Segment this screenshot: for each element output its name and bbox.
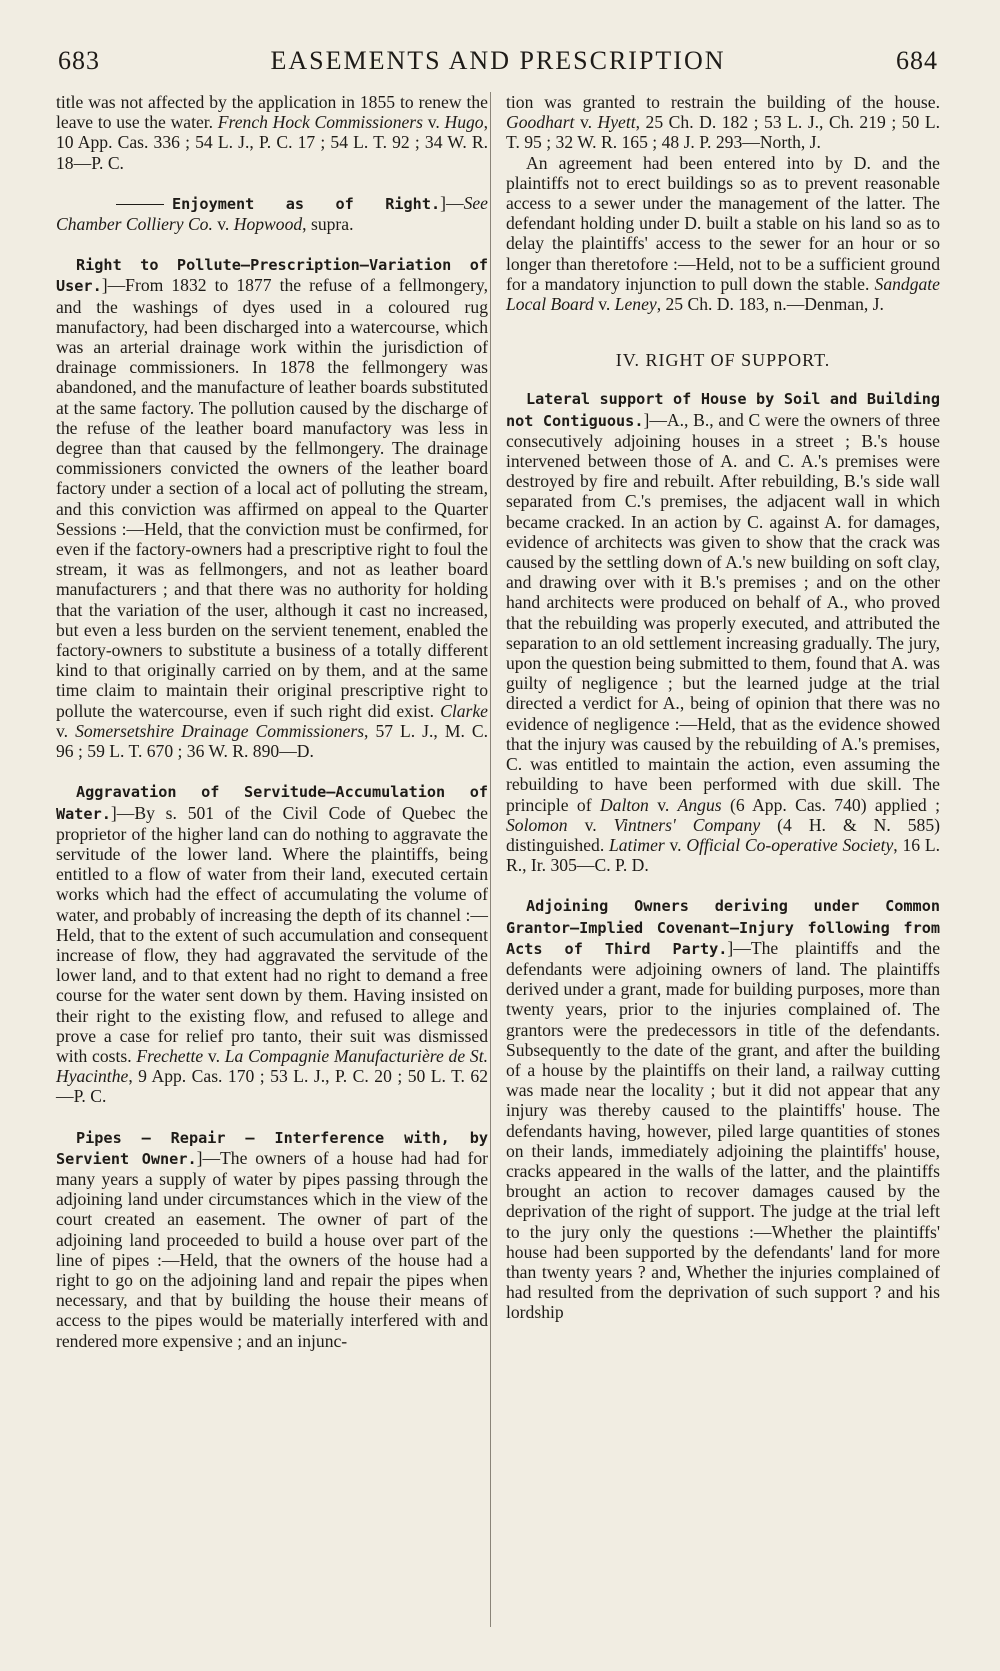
paragraph-text: ]—The owners of a house had had for many years a supply of water by pipes passing through the adjoining land under circumstances which in the view of the court created an easement. The owner of part of the adjoining land proceeded to build a house over part of the line of pipes :—Held, that the owners of the house had a right to go on the adjoining land and repair the pipes when necessary, and that by building the house their means of access to the pipes would be materially interfered with and rendered more expensive ; and an injunc- (56, 1147, 488, 1351)
case-name: Hugo (444, 112, 484, 133)
paragraph-left-3 (56, 254, 488, 761)
case-name: Hyett (597, 112, 636, 133)
section-heading: IV. RIGHT OF SUPPORT. (615, 350, 831, 371)
left-column (56, 92, 488, 1371)
case-name: Official Co-operative Society (686, 834, 894, 855)
paragraph-heading: Enjoyment as of Right. (172, 194, 441, 213)
citation-text: , 25 Ch. D. 183, n.—Denman, J. (656, 294, 884, 315)
citation-text: , 9 App. Cas. 170 ; 53 L. J., P. C. 20 ; 50 L. T. 62—P. C. (56, 1066, 488, 1107)
paragraph-text: (6 App. Cas. 740) applied ; (721, 794, 940, 815)
case-name: Goodhart (506, 112, 575, 133)
paragraph-text: ]— (440, 192, 464, 213)
paragraph-right-2 (506, 153, 940, 315)
paragraph-text: (4 H. & N. 585) distinguished. (506, 814, 940, 855)
paragraph-text: ]—By s. 501 of the Civil Code of Quebec the proprietor of the higher land can do nothing to aggravate the servitude of the lower land. Where the plaintiffs, being entitled to a flow of water from their land, executed certain works which had the effect of accumulating the volume of water, and probably of increasing the depth of its channel :—Held, that to the extent of such accumulation and consequent increase of flow, they had aggravated the servitude of the lower land, and to that extent had no right to demand a free course for the water sent down by them. Having insisted on their right to the existing flow, and refused to allege and prove a case for relief pro tanto, their suit was dismissed with costs. (56, 802, 488, 1066)
paragraph-heading: Right to Pollute—Prescription—Variation of User. (56, 256, 488, 296)
case-name: Hopwood (233, 214, 303, 235)
case-name: La Compagnie Manufacturière de St. Hyacinthe (56, 1045, 488, 1087)
paragraph-text: v. (648, 794, 678, 815)
paragraph-text: v. (664, 834, 687, 855)
case-name: Frechette (136, 1045, 204, 1066)
case-name: See Chamber Colliery Co. (56, 192, 488, 235)
citation-text: , 16 L. R., Ir. 305—C. P. D. (506, 834, 940, 876)
page-number-right: 684 (896, 46, 938, 75)
citation-text: , 57 L. J., M. C. 96 ; 59 L. T. 670 ; 36 W. R. 890—D. (56, 720, 489, 762)
paragraph-heading: Lateral support of House by Soil and Building not Contiguous. (506, 390, 940, 430)
paragraph-right-4 (506, 895, 940, 1322)
running-title: EASEMENTS AND PRESCRIPTION (270, 46, 726, 75)
paragraph-text: v. (212, 214, 234, 235)
paragraph-left-5 (56, 1127, 488, 1351)
case-name: Somersetshire Drainage Commissioners (75, 720, 365, 741)
case-name: French Hock Commissioners (217, 112, 423, 133)
paragraph-text: v. (56, 720, 76, 741)
paragraph-text: v. (423, 112, 445, 133)
paragraph-heading: Pipes — Repair — Interference with, by Servient Owner. (56, 1128, 488, 1168)
case-name: Clarke (440, 700, 488, 721)
paragraph-text: v. (203, 1045, 225, 1066)
paragraph-left-1 (56, 92, 488, 173)
case-name: Solomon (506, 814, 568, 835)
column-divider (490, 92, 491, 1627)
paragraph-text: tion was granted to restrain the building of the house. (506, 92, 940, 112)
case-name: Vintners' Company (613, 814, 761, 835)
ditto-dash (116, 204, 164, 205)
paragraph-left-2 (56, 193, 488, 234)
case-name: Angus (677, 794, 722, 815)
paragraph-right-3 (506, 388, 940, 875)
right-column (506, 92, 940, 1343)
paragraph-left-4 (56, 781, 488, 1106)
paragraph-text: v. (574, 112, 598, 133)
paragraph-heading: Aggravation of Servitude—Accumulation of Water. (56, 783, 488, 823)
citation-text: , 25 Ch. D. 182 ; 53 L. J., Ch. 219 ; 50 L. T. 95 ; 32 W. R. 165 ; 48 J. P. 293—North, J. (506, 112, 940, 153)
case-name: Latimer (609, 834, 665, 855)
paragraph-text: title was not affected by the application in 1855 to renew the leave to use the water. (56, 92, 488, 133)
page-number-left: 683 (58, 46, 100, 75)
running-header (58, 46, 938, 82)
case-name: Leney (614, 294, 657, 315)
paragraph-right-1 (506, 92, 940, 153)
case-name: Dalton (599, 794, 649, 815)
paragraph-text: ]—The plaintiffs and the defendants were adjoining owners of land. The plaintiffs derived under a grant, made for building purposes, more than twenty years, prior to the injuries complained of. The grantors were the predecessors in title of the defendants. Subsequently to the date of the grant, and after the building of a house by the plaintiffs on their land, a railway cutting was made near the locality ; but it did not appear that any injury was thereby caused to the plaintiffs' house. The defendants having, however, piled large quantities of stones on their lands, immediately adjoining the plaintiffs' house, cracks appeared in the walls of the latter, and the plaintiffs brought an action to recover damages caused by the deprivation of the right of support. The judge at the trial left to the jury only the questions :—Whether the plaintiffs' house had been supported by the defendants' land for more than twenty years ? and, Whether the injuries complained of had resulted from the deprivation of such support ? and his lordship (506, 937, 940, 1323)
paragraph-text: An agreement had been entered into by D. and the plaintiffs not to erect buildings so as to prevent reasonable access to a sewer under the management of the latter. The defendant holding under D. built a stable on his land so as to delay the plaintiffs' access to the sewer for an hour or so longer than theretofore :—Held, not to be a sufficient ground for a mandatory injunction to pull down the stable. (506, 152, 940, 294)
paragraph-text: ]—A., B., and C were the owners of three consecutively adjoining houses in a street ; B.'s house intervened between those of A. and C. A.'s premises were destroyed by fire and rebuilt. After rebuilding, B.'s side wall separated from C.'s premises, the adjacent wall in which became cracked. In an action by C. against A. for damages, evidence of architects was given to show that the crack was caused by the settling down of A.'s new building on soft clay, and drawing over with it B.'s premises ; and on the other hand architects were produced on behalf of A., who proved that the rebuilding was properly executed, and attributed the separation to an old settlement increasing gradually. The jury, upon the question being submitted to them, found that A. was guilty of negligence ; but the learned judge at the trial directed a verdict for A., being of opinion that there was no evidence of negligence :—Held, that as the evidence showed that the injury was caused by the rebuilding of A.'s premises, C. was entitled to maintain the action, even assuming the rebuilding to have been performed with due skill. The principle of (506, 409, 941, 815)
paragraph-text: , supra. (302, 214, 354, 235)
paragraph-text: ]—From 1832 to 1877 the refuse of a fellmongery, and the washings of dyes used in a coloured rug manufactory, had been discharged into a watercourse, which was an arterial drainage work within the jurisdiction of drainage commissioners. In 1878 the fellmongery was abandoned, and the manufacture of leather boards substituted at the same factory. The pollution caused by the discharge of the refuse of the leather board manufactory was less in degree than that caused by the fellmongery. The drainage commissioners convicted the owners of the leather board factory under a section of a local act of polluting the stream, and this conviction was affirmed on appeal to the Quarter Sessions :—Held, that the conviction must be confirmed, for even if the factory-owners had a prescriptive right to foul the stream, it was as fellmongers, and not as leather board manufacturers ; and that there was no authority for holding that the variation of the user, although it cast no increased, but even a less burden on the servient tenement, enabled the factory-owners to substitute a business of a totally different kind to that originally carried on by them, and at the same time claim to maintain their original prescriptive right to pollute the watercourse, even if such right did exist. (56, 275, 488, 721)
citation-text: , 10 App. Cas. 336 ; 54 L. J., P. C. 17 ; 54 L. T. 92 ; 34 W. R. 18—P. C. (56, 112, 488, 173)
paragraph-heading: Adjoining Owners deriving under Common Grantor—Implied Covenant—Injury following from Acts of Third Party. (506, 897, 940, 958)
paragraph-text: v. (567, 814, 614, 835)
paragraph-text: v. (593, 294, 615, 315)
case-name: Sandgate Local Board (506, 273, 940, 315)
